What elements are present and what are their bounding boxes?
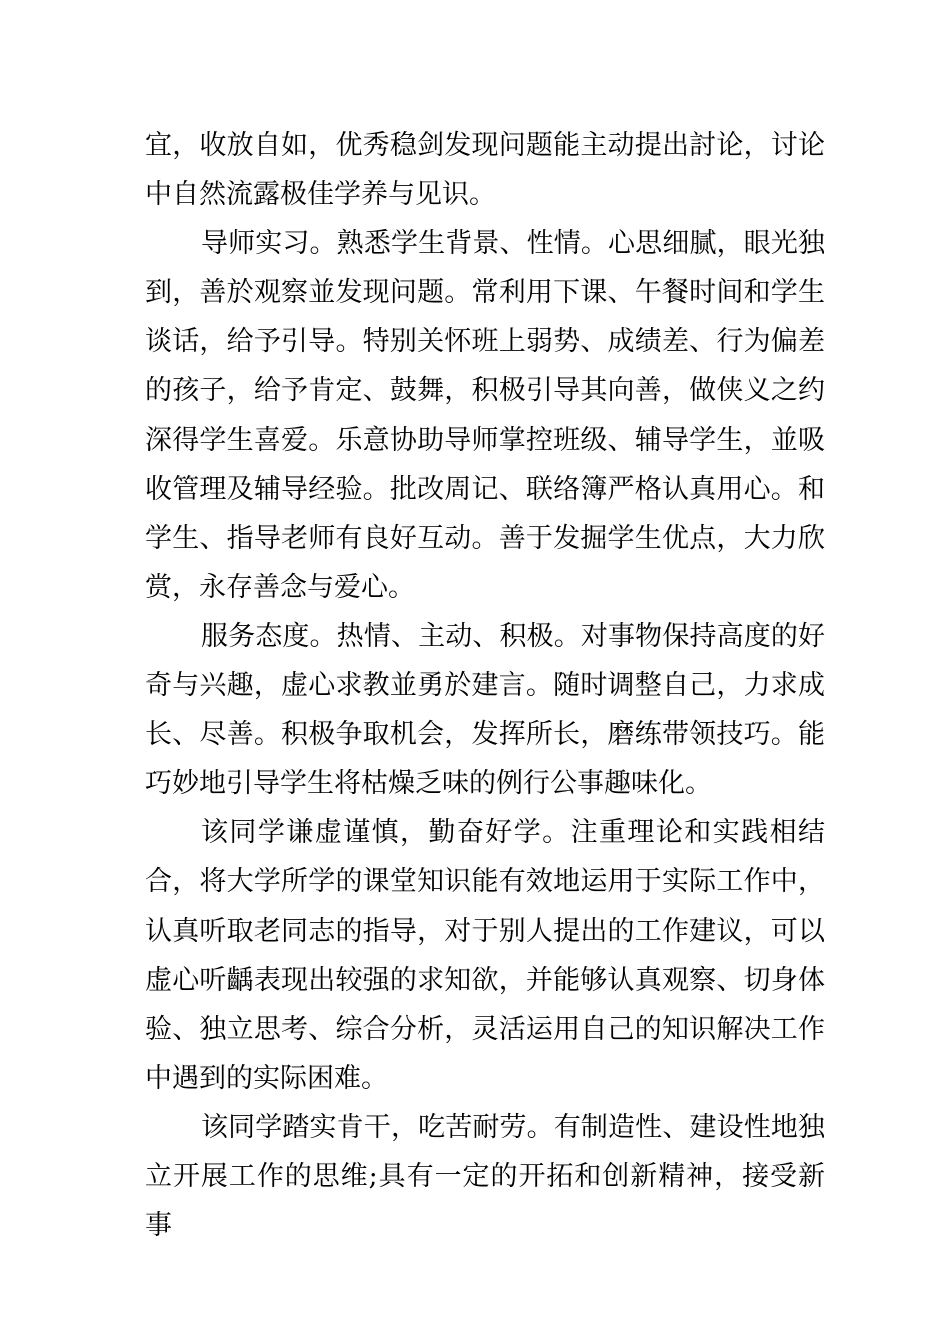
document-body — [145, 121, 825, 1250]
paragraph-continuation: 宜，收放自如，优秀稳剑发现问题能主动提出討论，讨论中自然流露极佳学养与见识。 — [145, 130, 825, 211]
paragraph-mentor-internship: 导师实习。熟悉学生背景、性情。心思细腻，眼光独到，善於观察並发现问题。常利用下课、午餐时间和学生谈话，给予引导。特别关怀班上弱势、成绩差、行为偏差的孩子，给予肯定、鼓舞，积极引导其向善，做侠义之约深得学生喜爱。乐意协助导师掌控班级、辅导学生，並吸收管理及辅导经验。批改周记、联络簿严格认真用心。和学生、指导老师有良好互动。善于发掘学生优点，大力欣赏，永存善念与爱心。 — [145, 228, 825, 603]
paragraph-hardworking: 该同学踏实肯干，吃苦耐劳。有制造性、建设性地独立开展工作的思维;具有一定的开拓和创新精神，接受新事 — [145, 1111, 825, 1242]
paragraph-service-attitude: 服务态度。热情、主动、积极。对事物保持高度的好奇与兴趣，虚心求教並勇於建言。随时调整自己，力求成长、尽善。积极争取机会，发挥所长，磨练带领技巧。能巧妙地引导学生将枯燥乏味的例行公事趣味化。 — [145, 620, 825, 800]
paragraph-modest-studious: 该同学谦虚谨慎，勤奋好学。注重理论和实践相结合，将大学所学的课堂知识能有效地运用于实际工作中，认真听取老同志的指导，对于别人提出的工作建议，可以虚心听齲表现出较强的求知欲，并能够认真观察、切身体验、独立思考、综合分析，灵活运用自己的知识解决工作中遇到的实际困难。 — [145, 817, 825, 1094]
